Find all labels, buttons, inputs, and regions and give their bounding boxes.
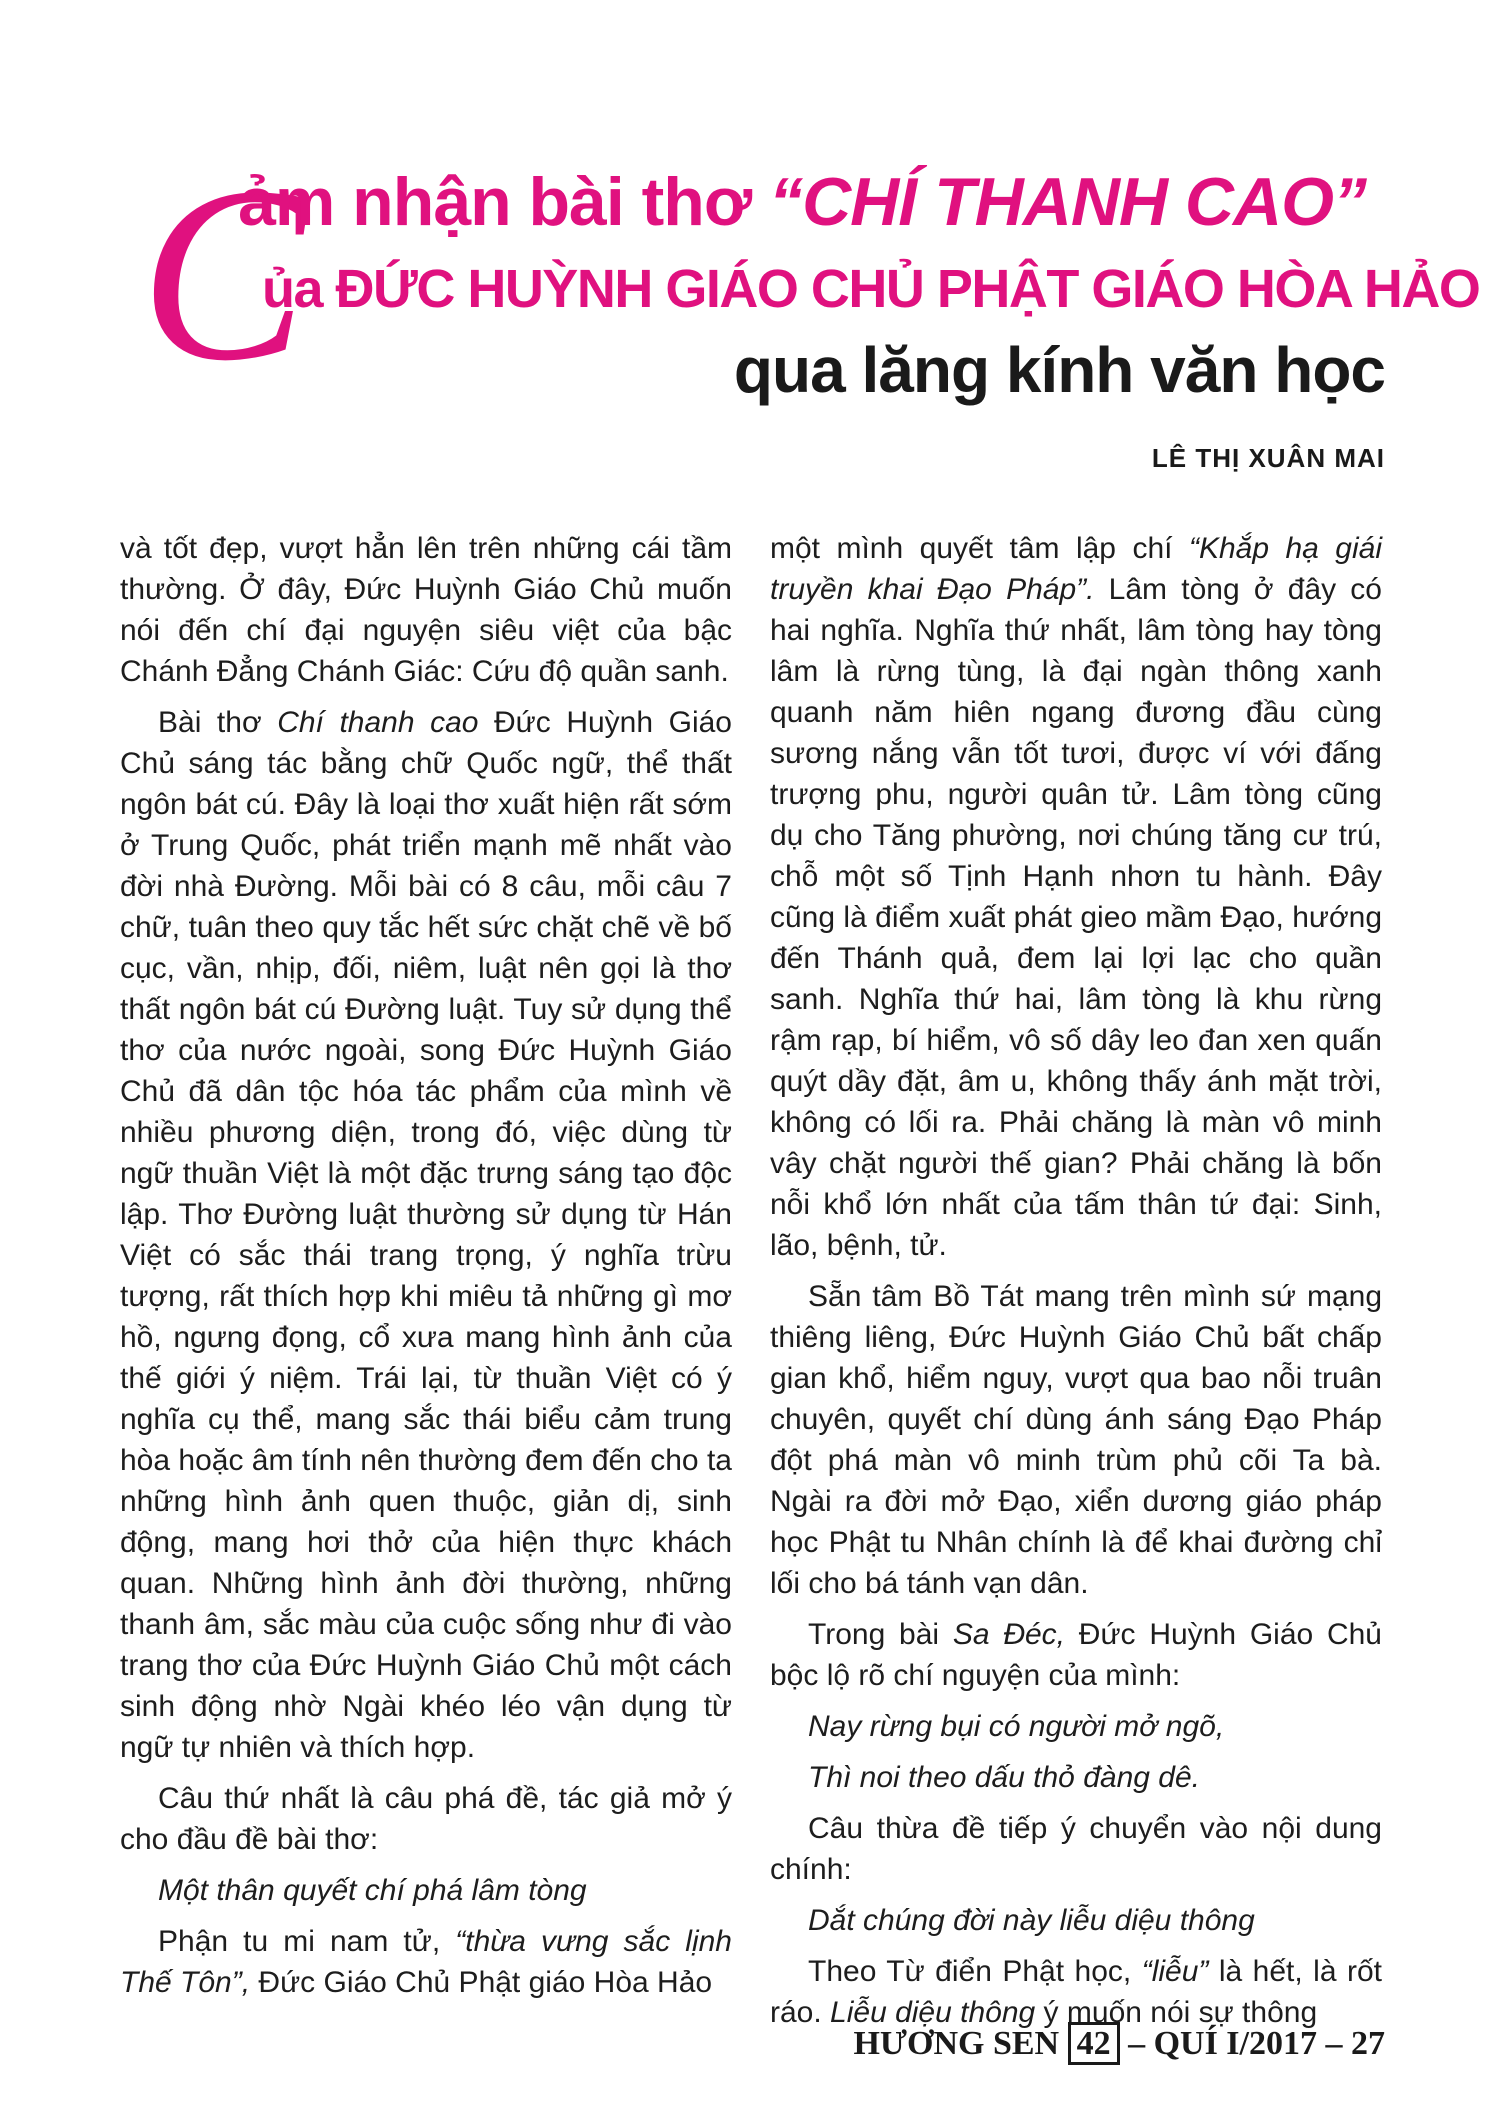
page-number: 27 — [1351, 2025, 1385, 2062]
text-run: Phận tu mi nam tử, — [158, 1925, 456, 1958]
magazine-name: HƯƠNG SEN — [853, 2025, 1060, 2062]
left-column — [120, 528, 732, 2013]
issue-season: – QUÍ I/2017 – — [1128, 2025, 1343, 2062]
term-italic: “liễu” — [1141, 1955, 1209, 1988]
text-run: Trong bài — [808, 1618, 953, 1651]
title-line-2: ủa ĐỨC HUỲNH GIÁO CHỦ PHẬT GIÁO HÒA HẢO — [262, 259, 1480, 319]
text-run: Đức Huỳnh Giáo Chủ bộc lộ rõ chí nguyện của mình: — [770, 1618, 1382, 1692]
text-run: Đức Giáo Chủ Phật giáo Hòa Hảo — [250, 1966, 713, 1999]
poem-title-italic: Chí thanh cao — [277, 706, 479, 739]
verse-line-3: Thì noi theo dấu thỏ đàng dê. — [808, 1761, 1200, 1794]
title-poem-name: “CHÍ THANH CAO” — [769, 164, 1367, 240]
title-line-3: qua lăng kính văn học — [733, 334, 1385, 406]
issue-number: 42 — [1068, 2022, 1120, 2065]
text-run: Theo Từ điển Phật học, — [808, 1955, 1142, 1988]
right-paragraph-4: Câu thừa đề tiếp ý chuyển vào nội dung chính: — [770, 1812, 1382, 1886]
author-name: LÊ THỊ XUÂN MAI — [1151, 443, 1385, 473]
quote-italic: “Khắp hạ giái truyền khai Đạo Pháp”. — [770, 532, 1383, 606]
quote-italic: “thừa vưng sắc lịnh Thế Tôn”, — [120, 1925, 732, 1999]
right-paragraph-2: Sẵn tâm Bồ Tát mang trên mình sứ mạng thiêng liêng, Đức Huỳnh Giáo Chủ bất chấp gian khổ, hiểm nguy, vượt qua bao nỗi truân chuyên, quyết chí dùng ánh sáng Đạo Pháp đột phá màn vô minh trùm phủ cõi Ta bà. Ngài ra đời mở Đạo, xiển dương giáo pháp học Phật tu Nhân chính là để khai đường chỉ lối cho bá tánh vạn dân. — [770, 1280, 1382, 1600]
left-paragraph-2 — [120, 702, 732, 1768]
right-paragraph-1 — [770, 528, 1382, 1266]
left-paragraph-4 — [120, 1921, 732, 2003]
term-italic: Liễu diệu thông — [830, 1996, 1036, 2029]
left-paragraph-1: và tốt đẹp, vượt hẳn lên trên những cái tầm thường. Ở đây, Đức Huỳnh Giáo Chủ muốn nói đến chí đại nguyện siêu việt của bậc Chánh Đẳng Chánh Giác: Cứu độ quần sanh. — [120, 532, 732, 688]
right-column — [770, 528, 1382, 2043]
text-run: Lâm tòng ở đây có hai nghĩa. Nghĩa thứ nhất, lâm tòng hay tòng lâm là rừng tùng, là đại ngàn thông xanh quanh năm hiên ngang đương đầu cùng sương nắng vẫn tốt tươi, được ví với đấng trượng phu, người quân tử. Lâm tòng cũng dụ cho Tăng phường, nơi chúng tăng cư trú, chỗ một số Tịnh Hạnh nhơn tu hành. Đây cũng là điểm xuất phát gieo mầm Đạo, hướng đến Thánh quả, đem lại lợi lạc cho quần sanh. Nghĩa thứ hai, lâm tòng là khu rừng rậm rạp, bí hiểm, vô số dây leo đan xen quấn quýt dầy đặt, âm u, không thấy ánh mặt trời, không có lối ra. Phải chăng là màn vô minh vây chặt người thế gian? Phải chăng là bốn nỗi khổ lớn nhất của tấm thân tứ đại: Sinh, lão, bệnh, tử. — [770, 573, 1382, 1262]
title-line-1 — [238, 164, 1367, 240]
verse-line-2: Nay rừng bụi có người mở ngõ, — [808, 1710, 1225, 1743]
left-paragraph-3: Câu thứ nhất là câu phá đề, tác giả mở ý cho đầu đề bài thơ: — [120, 1782, 732, 1856]
text-run: một mình quyết tâm lập chí — [770, 532, 1189, 565]
title-dropcap: C — [140, 136, 307, 413]
verse-line-4: Dắt chúng đời này liễu diệu thông — [808, 1904, 1255, 1937]
poem-title-italic: Sa Đéc, — [952, 1618, 1066, 1651]
title-line-1-text: ảm nhận bài thơ — [238, 164, 770, 240]
text-run: Bài thơ — [158, 706, 278, 739]
right-paragraph-3 — [770, 1614, 1382, 1696]
text-run: Đức Huỳnh Giáo Chủ sáng tác bằng chữ Quốc ngữ, thể thất ngôn bát cú. Đây là loại thơ xuất hiện rất sớm ở Trung Quốc, phát triển mạnh mẽ nhất vào đời nhà Đường. Mỗi bài có 8 câu, mỗi câu 7 chữ, tuân theo quy tắc hết sức chặt chẽ về bố cục, vần, nhịp, đối, niêm, luật nên gọi là thơ thất ngôn bát cú Đường luật. Tuy sử dụng thể thơ của nước ngoài, song Đức Huỳnh Giáo Chủ đã dân tộc hóa tác phẩm của mình về nhiều phương diện, trong đó, việc dùng từ ngữ thuần Việt là một đặc trưng sáng tạo độc lập. Thơ Đường luật thường sử dụng từ Hán Việt có sắc thái trang trọng, ý nghĩa trừu tượng, rất thích hợp khi miêu tả những gì mơ hồ, ngưng đọng, cổ xưa mang hình ảnh của thế giới ý niệm. Trái lại, từ thuần Việt có ý nghĩa cụ thể, mang sắc thái biểu cảm trung hòa hoặc âm tính nên thường đem đến cho ta những hình ảnh quen thuộc, giản dị, sinh động, mang hơi thở của hiện thực khách quan. Những hình ảnh đời thường, những thanh âm, sắc màu của cuộc sống như đi vào trang thơ của Đức Huỳnh Giáo Chủ một cách sinh động nhờ Ngài khéo léo vận dụng từ ngữ tự nhiên và thích hợp. — [120, 706, 732, 1764]
text-run: ý muốn nói sự thông — [1035, 1996, 1318, 2029]
verse-line-1: Một thân quyết chí phá lâm tòng — [158, 1874, 587, 1907]
right-paragraph-5 — [770, 1951, 1382, 2033]
text-run: là hết, là rốt ráo. — [770, 1955, 1382, 2029]
page-footer — [853, 2022, 1385, 2065]
